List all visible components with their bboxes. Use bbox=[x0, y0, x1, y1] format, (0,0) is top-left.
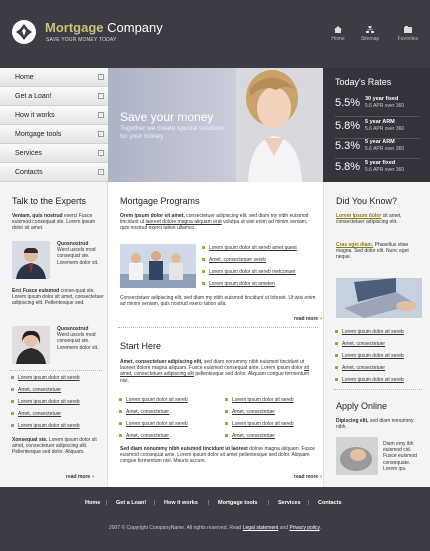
privacy-policy-link[interactable]: Privacy policy bbox=[289, 525, 320, 531]
footer bbox=[0, 487, 430, 551]
chevron-right-icon: › bbox=[98, 74, 104, 80]
footer-separator: | bbox=[308, 500, 310, 506]
programs-link-2[interactable]: Amet, consectetuer sereb bbox=[209, 257, 266, 263]
programs-link-4[interactable]: Lorem ipsum dolor sit ameten bbox=[209, 281, 275, 287]
programs-read-more-link[interactable]: read more » bbox=[294, 316, 322, 322]
start-link-r3[interactable]: Lorem ipsum dolor sit sereb bbox=[232, 421, 294, 427]
divider bbox=[335, 116, 420, 117]
footer-link-mortgage-tools[interactable]: Mortgage tools bbox=[218, 500, 258, 506]
expert-2-info: Quosnostrud Werd uscels mod consequat ste. Loremem dolor sit. bbox=[57, 326, 99, 351]
home-icon bbox=[334, 26, 342, 33]
start-read-more-link[interactable]: read more » bbox=[294, 474, 322, 480]
experts-intro: Veniam, quis nostrud exerci Fusce euismod consequat ste. Lorem ipsum dolor sit amet. bbox=[12, 213, 96, 232]
footer-separator: | bbox=[106, 500, 108, 506]
divider bbox=[10, 370, 102, 371]
hero-banner bbox=[108, 68, 323, 182]
know-link-2[interactable]: Cras eget diam. bbox=[336, 242, 374, 248]
expert-1-info: Quosnostrud Werd uscels mod consequat ste. Loremem dolor sit. bbox=[57, 241, 99, 266]
footer-link-services[interactable]: Services bbox=[278, 500, 301, 506]
footer-separator: | bbox=[154, 500, 156, 506]
experts-end-text: Xonsequat ste. Lorem ipsum dolor sit amet, consectetuer adipiscing elit. Pellentesque sed dolor. Aliquam. bbox=[12, 437, 97, 456]
experts-link-2[interactable]: Amet, consectetuer bbox=[18, 387, 62, 393]
start-link-r4[interactable]: Amet, consectetuer bbox=[232, 433, 276, 439]
apply-text: Dipiscing elit, sed diam nonummy nibh. bbox=[336, 418, 414, 431]
footer-link-get-a-loan[interactable]: Get a Loan! bbox=[116, 500, 147, 506]
apply-side-text: Diam emy ibh euismod cid. Fusce euismod consequate. Lorem ips. bbox=[383, 441, 417, 472]
programs-intro: Orem ipsum dolor sit amet, consectetuer adipiscing elit, sed diam my nibh euismod tincidunt ut laoreet dolore magna aliquam erat volutpa ut wisi enim ad minim veniam, quis nostrud exerci tation ullamco. bbox=[120, 213, 309, 232]
nav-item-services[interactable]: Services › bbox=[0, 144, 108, 163]
tagline: SAVE YOUR MONEY TODAY bbox=[46, 37, 117, 43]
know-link-1[interactable]: Lorem ipsum dolor bbox=[336, 213, 382, 219]
know-text-2: Cras eget diam. Phasellus vitae magna. Sed dolor elit. Nunc eget neque. bbox=[336, 242, 409, 261]
know-link-list-5[interactable]: Lorem ipsum dolor sit sereb bbox=[342, 377, 404, 383]
start-link-l4[interactable]: Amet, consectetuer bbox=[126, 433, 170, 439]
hero-woman-photo bbox=[236, 68, 323, 182]
nav-item-mortgage-tools[interactable]: Mortgage tools › bbox=[0, 125, 108, 144]
sitemap-icon bbox=[366, 26, 374, 33]
todays-rates-panel bbox=[323, 68, 430, 182]
hero-subtitle: Together we create special solutions for your money bbox=[120, 125, 225, 140]
legal-statement-link[interactable]: Legal statement bbox=[242, 525, 279, 531]
top-nav-home[interactable]: Home bbox=[320, 26, 356, 42]
experts-mid-text: Erci Fusce euismod conse-quat ste. Lorem ipsum dolor sit amet, consectetuer adipiscing elit. Pellentesque sed. bbox=[12, 288, 104, 307]
chevron-right-icon: › bbox=[98, 93, 104, 99]
laptop-photo bbox=[336, 278, 422, 318]
copyright: 2007 © Copyright CompanyName. All rights reserved. Read Legal statement and Privacy policy. bbox=[108, 525, 322, 531]
know-link-list-4[interactable]: Amet, consectetuer bbox=[342, 365, 386, 371]
experts-column bbox=[0, 182, 108, 487]
start-link-r1[interactable]: Lorem ipsum dolor sit sereb bbox=[232, 397, 294, 403]
experts-link-5[interactable]: Lorem ipsum dolor sit sereb bbox=[18, 423, 80, 429]
nav-item-home[interactable]: Home › bbox=[0, 68, 108, 87]
start-inline-link[interactable]: sit amet, consectetuer adipiscing elit bbox=[120, 365, 309, 378]
chevron-right-icon: › bbox=[98, 169, 104, 175]
hero-title: Save your money bbox=[120, 110, 214, 124]
chevron-right-icon: › bbox=[98, 150, 104, 156]
chevron-right-icon: › bbox=[98, 131, 104, 137]
programs-title: Mortgage Programs bbox=[120, 196, 200, 206]
expert-2-name[interactable]: Quosnostrud bbox=[57, 326, 89, 332]
start-link-r2[interactable]: Amet, consectetuer bbox=[232, 409, 276, 415]
start-link-l1[interactable]: Lorem ipsum dolor sit sereb bbox=[126, 397, 188, 403]
nav-item-get-a-loan[interactable]: Get a Loan! › bbox=[0, 87, 108, 106]
apply-title: Apply Online bbox=[336, 401, 388, 411]
divider bbox=[118, 327, 318, 328]
expert-1-name[interactable]: Quosnostrud bbox=[57, 241, 89, 247]
main-nav bbox=[0, 68, 108, 182]
experts-link-1[interactable]: Lorem ipsum dolor sit sereb bbox=[18, 375, 80, 381]
nav-item-contacts[interactable]: Contacts › bbox=[0, 163, 108, 182]
rates-title: Today's Rates bbox=[335, 77, 392, 87]
start-text: Sed diam nonummy nibh euismod tincidunt ut laoreet dolore magna aliquam. Fusce euismod consequat ante. Lorem ipsum dolor sit amet pellentesque sed dolor. Aliquam congue fermentum nisl. Mauris accum. bbox=[120, 446, 316, 465]
brand-name[interactable]: Mortgage Company bbox=[45, 20, 163, 35]
know-link-list-1[interactable]: Lorem ipsum dolor sit sereb bbox=[342, 329, 404, 335]
start-link-l2[interactable]: Amet, consectetuer bbox=[126, 409, 170, 415]
rate-row: 5.8% 5 year ARM 5.6 APR over 360 bbox=[335, 119, 405, 132]
rate-row: 5.3% 5 year ARM 5.6 APR over 360 bbox=[335, 139, 405, 152]
nav-item-how-it-works[interactable]: How it works › bbox=[0, 106, 108, 125]
footer-link-contacts[interactable]: Contacts bbox=[318, 500, 342, 506]
footer-separator: | bbox=[208, 500, 210, 506]
rate-row: 5.5% 30 year fixed 5.6 APR over 360 bbox=[335, 96, 405, 109]
experts-read-more-link[interactable]: read more » bbox=[66, 474, 94, 480]
team-photo bbox=[120, 244, 196, 288]
know-link-list-3[interactable]: Lorem ipsum dolor sit sereb bbox=[342, 353, 404, 359]
footer-link-how-it-works[interactable]: How it works bbox=[164, 500, 198, 506]
start-intro: Amet, consectetuer adipiscing elit, sed diam nonummy nibh euismod tincidunt ut laoreet dolore magna aliquam. Fusce euismod consequat ante. Lorem ipsum dolor sit amet, consectetuer adipiscing elit pellentesque sed dolor. Aliquam congue fermentum nisl. bbox=[120, 359, 310, 384]
footer-separator: | bbox=[268, 500, 270, 506]
favorites-icon bbox=[404, 26, 412, 33]
expert-woman-photo bbox=[12, 326, 50, 364]
experts-link-3[interactable]: Lorem ipsum dolor sit sereb bbox=[18, 399, 80, 405]
logo-icon[interactable] bbox=[12, 20, 36, 44]
top-nav-favorites[interactable]: Favorites bbox=[390, 26, 426, 42]
top-nav-sitemap[interactable]: Sitemap bbox=[352, 26, 388, 42]
header bbox=[0, 0, 430, 68]
programs-text: Consectetuer adipiscing elit, sed diam my nibh euismod tincidunt ut lobreet. Ut wisi enim ad minim veniam, quis nostrud exerci tation ulla. bbox=[120, 295, 316, 308]
programs-column bbox=[108, 182, 323, 487]
programs-link-1[interactable]: Lorem ipsum dolor sit sereb amet quest bbox=[209, 245, 297, 251]
divider bbox=[334, 389, 422, 390]
know-text-1: Lorem ipsum dolor sit amet, consectetuer adipiscing elit. bbox=[336, 213, 402, 226]
programs-link-3[interactable]: Lorem ipsum dolor sit sereb metconuer bbox=[209, 269, 296, 275]
know-link-list-2[interactable]: Amet, consectetuer bbox=[342, 341, 386, 347]
footer-link-home[interactable]: Home bbox=[85, 500, 101, 506]
experts-link-4[interactable]: Amet, consectetuer bbox=[18, 411, 62, 417]
start-link-l3[interactable]: Lorem ipsum dolor sit sereb bbox=[126, 421, 188, 427]
main-content bbox=[0, 182, 430, 487]
know-title: Did You Know? bbox=[336, 196, 398, 206]
experts-title: Talk to the Experts bbox=[12, 196, 87, 206]
programs-inline-link[interactable]: laoreet dolore magna aliquam erat bbox=[145, 219, 222, 226]
chevron-right-icon: › bbox=[98, 112, 104, 118]
start-title: Start Here bbox=[120, 341, 162, 351]
rate-row: 5.8% 5 year fixed 5.6 APR over 360 bbox=[335, 160, 405, 173]
keyboard-photo bbox=[336, 437, 378, 475]
expert-man-photo bbox=[12, 241, 50, 279]
did-you-know-column bbox=[323, 182, 430, 487]
